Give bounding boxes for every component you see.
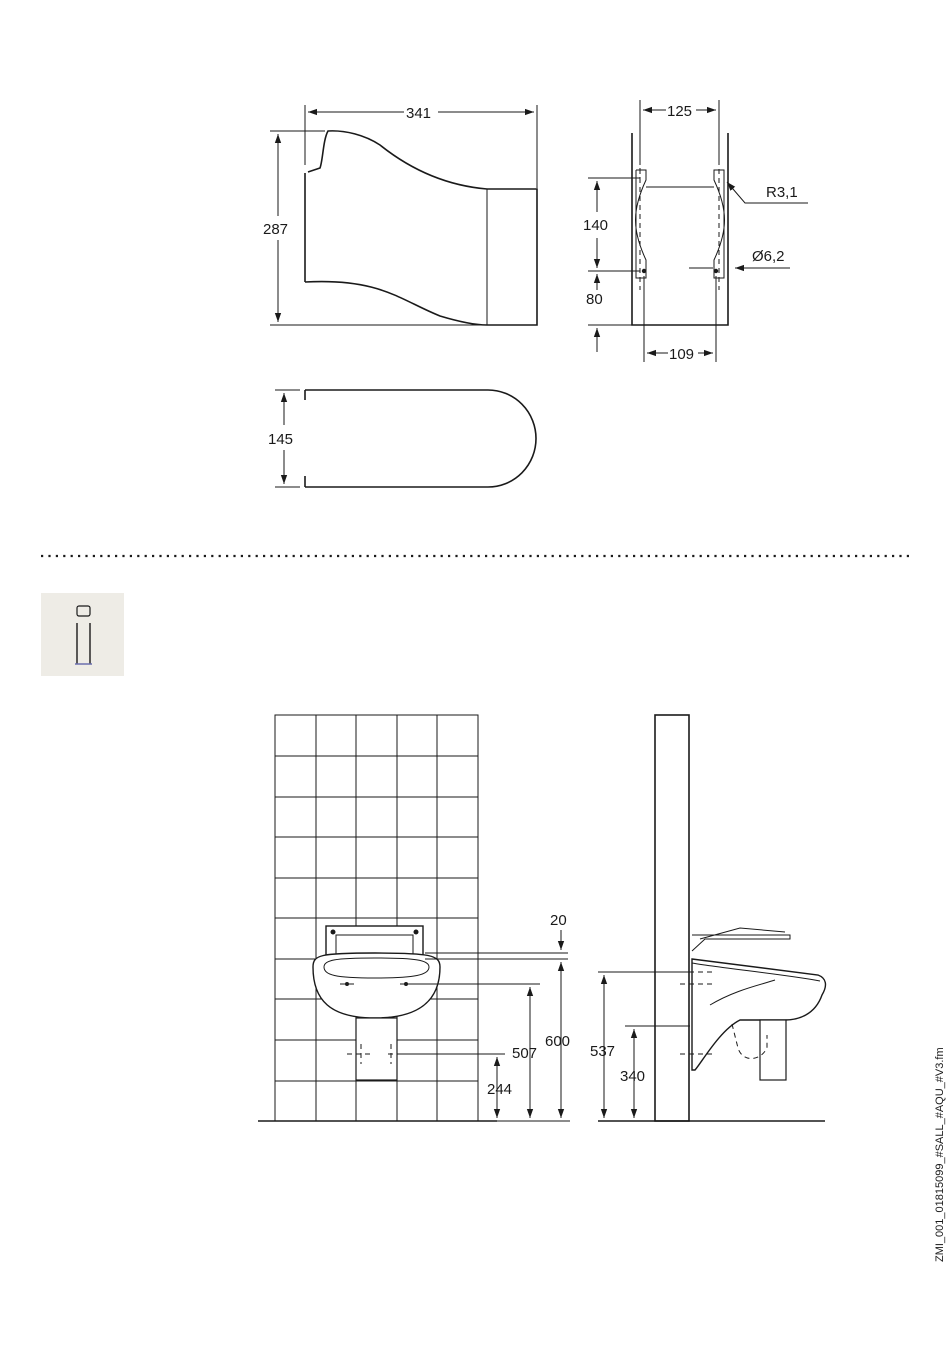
bottom-offset-label: 80	[586, 291, 603, 308]
hole-diameter-label: Ø6,2	[752, 248, 785, 265]
overflow-offset-label: 20	[550, 912, 567, 929]
slot-radius-label: R3,1	[766, 184, 798, 201]
plan-depth-label: 145	[268, 431, 294, 448]
front-height-label: 287	[263, 221, 289, 238]
side-trap-height-label: 340	[620, 1068, 646, 1085]
side-fixing-height-label: 537	[590, 1043, 616, 1060]
front-view	[270, 105, 537, 325]
installation-side-view	[598, 715, 825, 1121]
hole-spacing-label: 140	[583, 217, 609, 234]
file-reference: ZMI_001_01815099_#SALL_#AQU_#V3.fm	[934, 1047, 946, 1262]
rim-height-label: 600	[545, 1033, 571, 1050]
trap-height-label: 244	[487, 1081, 513, 1098]
front-width-label: 341	[406, 105, 432, 122]
info-icon	[41, 593, 124, 676]
plan-view	[275, 390, 536, 487]
info-box	[41, 593, 124, 676]
side-view	[588, 100, 808, 362]
fixing-height-label: 507	[512, 1045, 538, 1062]
bottom-width-label: 109	[669, 346, 695, 363]
side-width-label: 125	[667, 103, 693, 120]
